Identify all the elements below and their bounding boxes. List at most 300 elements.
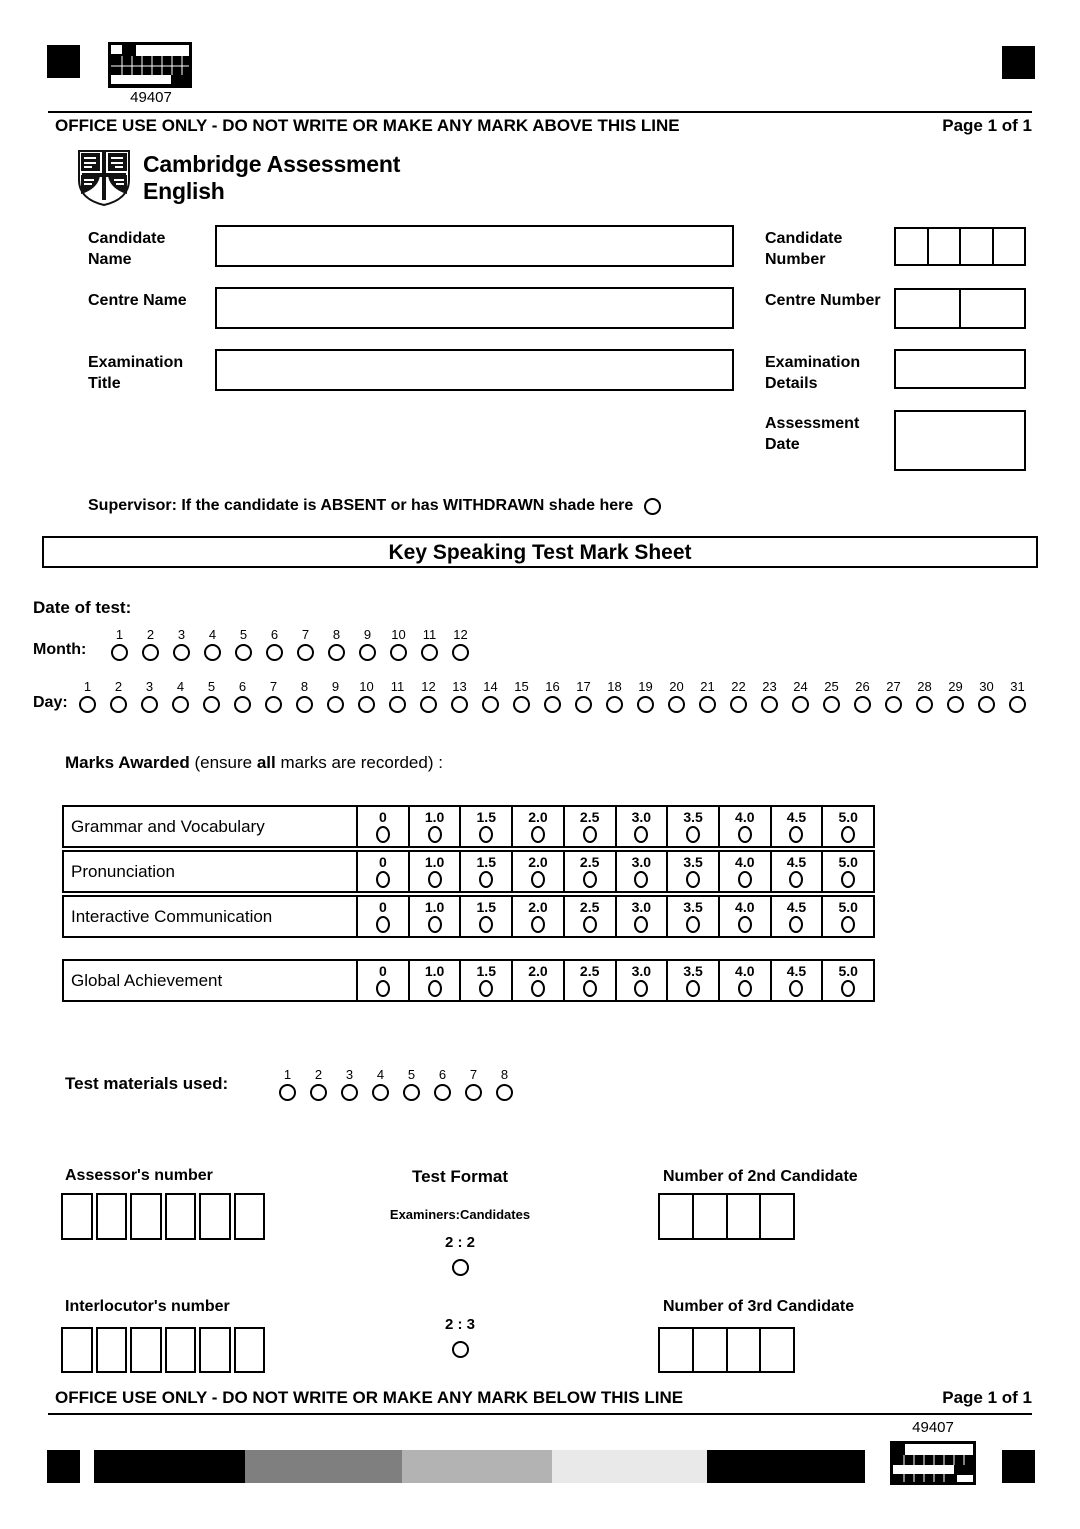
day-number: 4 bbox=[176, 679, 185, 694]
day-bubble[interactable] bbox=[234, 696, 251, 713]
mark-option[interactable] bbox=[615, 807, 667, 846]
month-bubble[interactable] bbox=[111, 644, 128, 661]
day-bubble[interactable] bbox=[544, 696, 561, 713]
interlocutor-number-field[interactable] bbox=[61, 1327, 265, 1373]
test-format-section bbox=[380, 1167, 540, 1276]
material-bubble[interactable] bbox=[434, 1084, 451, 1101]
assessment-date-field[interactable] bbox=[894, 410, 1026, 471]
mark-bubble[interactable] bbox=[376, 916, 390, 933]
mark-option[interactable] bbox=[358, 807, 408, 846]
mark-bubble[interactable] bbox=[479, 980, 493, 997]
day-option[interactable] bbox=[847, 680, 878, 713]
marks-heading-main: Marks Awarded bbox=[65, 753, 190, 772]
mark-value: 4.0 bbox=[735, 854, 755, 870]
day-option[interactable] bbox=[785, 680, 816, 713]
table-row bbox=[62, 959, 875, 1002]
candidate-number-field[interactable] bbox=[894, 227, 1026, 266]
mark-value: 1.5 bbox=[476, 809, 496, 825]
mark-option[interactable] bbox=[718, 852, 770, 891]
table-row bbox=[62, 850, 875, 893]
mark-option[interactable] bbox=[408, 852, 460, 891]
day-option[interactable] bbox=[692, 680, 723, 713]
calibration-segment bbox=[94, 1450, 245, 1483]
day-option[interactable] bbox=[816, 680, 847, 713]
month-option[interactable] bbox=[197, 628, 228, 661]
month-bubble[interactable] bbox=[173, 644, 190, 661]
mark-options-row bbox=[358, 961, 873, 1000]
day-option[interactable] bbox=[165, 680, 196, 713]
mark-option[interactable] bbox=[511, 897, 563, 936]
mark-value: 4.5 bbox=[786, 809, 807, 825]
mark-bubble[interactable] bbox=[841, 826, 855, 843]
day-bubble[interactable] bbox=[172, 696, 189, 713]
day-number: 27 bbox=[886, 679, 901, 694]
day-number: 18 bbox=[607, 679, 622, 694]
mark-value: 0 bbox=[378, 854, 387, 870]
test-format-label: Test Format bbox=[411, 1167, 509, 1186]
supervisor-instruction bbox=[88, 497, 661, 515]
mark-bubble[interactable] bbox=[634, 826, 648, 843]
form-code-top: 49407 bbox=[130, 89, 172, 106]
test-materials-label: Test materials used: bbox=[65, 1074, 229, 1093]
day-option[interactable] bbox=[971, 680, 1002, 713]
material-option[interactable] bbox=[427, 1068, 458, 1101]
day-label: Day: bbox=[33, 694, 68, 711]
material-bubble[interactable] bbox=[279, 1084, 296, 1101]
month-bubble[interactable] bbox=[142, 644, 159, 661]
mark-bubble[interactable] bbox=[531, 871, 545, 888]
centre-number-field[interactable] bbox=[894, 288, 1026, 329]
cambridge-logo bbox=[78, 150, 400, 211]
mark-bubble[interactable] bbox=[428, 871, 442, 888]
centre-number-label: Centre Number bbox=[765, 292, 881, 309]
examination-details-field[interactable] bbox=[894, 349, 1026, 389]
month-option[interactable] bbox=[290, 628, 321, 661]
day-number: 29 bbox=[948, 679, 963, 694]
day-option[interactable] bbox=[444, 680, 475, 713]
mark-bubble[interactable] bbox=[841, 916, 855, 933]
mark-option[interactable] bbox=[408, 897, 460, 936]
mark-value: 5.0 bbox=[838, 899, 858, 915]
day-bubble[interactable] bbox=[327, 696, 344, 713]
mark-option[interactable] bbox=[459, 852, 511, 891]
skill-label-pronunciation: Pronunciation bbox=[64, 852, 358, 891]
mark-option[interactable] bbox=[408, 807, 460, 846]
day-number: 15 bbox=[514, 679, 529, 694]
mark-option[interactable] bbox=[770, 852, 822, 891]
mark-bubble[interactable] bbox=[583, 980, 597, 997]
mark-option[interactable] bbox=[459, 961, 511, 1000]
day-option[interactable] bbox=[1002, 680, 1033, 713]
day-number: 23 bbox=[762, 679, 777, 694]
day-bubble[interactable] bbox=[916, 696, 933, 713]
mark-option[interactable] bbox=[666, 961, 718, 1000]
month-number: 7 bbox=[301, 627, 310, 642]
day-bubble[interactable] bbox=[575, 696, 592, 713]
day-bubble[interactable] bbox=[513, 696, 530, 713]
calibration-segment bbox=[707, 1450, 865, 1483]
mark-option[interactable] bbox=[821, 807, 873, 846]
third-candidate-field[interactable] bbox=[658, 1327, 795, 1373]
day-number: 1 bbox=[83, 679, 92, 694]
format-2-3-section bbox=[380, 1316, 540, 1358]
mark-option[interactable] bbox=[615, 961, 667, 1000]
material-option[interactable] bbox=[489, 1068, 520, 1101]
mark-bubble[interactable] bbox=[634, 916, 648, 933]
month-option[interactable] bbox=[259, 628, 290, 661]
day-bubble[interactable] bbox=[482, 696, 499, 713]
material-option[interactable] bbox=[365, 1068, 396, 1101]
day-bubble[interactable] bbox=[141, 696, 158, 713]
marks-awarded-heading bbox=[65, 753, 443, 773]
month-option[interactable] bbox=[414, 628, 445, 661]
mark-bubble[interactable] bbox=[686, 916, 700, 933]
mark-bubble[interactable] bbox=[789, 980, 803, 997]
second-candidate-field[interactable] bbox=[658, 1193, 795, 1240]
mark-bubble[interactable] bbox=[789, 826, 803, 843]
mark-bubble[interactable] bbox=[841, 980, 855, 997]
month-options bbox=[104, 628, 476, 661]
mark-value: 2.5 bbox=[579, 809, 600, 825]
material-number: 6 bbox=[438, 1067, 447, 1082]
mark-bubble[interactable] bbox=[531, 980, 545, 997]
day-number: 19 bbox=[638, 679, 653, 694]
mark-option[interactable] bbox=[718, 897, 770, 936]
mark-value: 3.5 bbox=[683, 854, 703, 870]
month-bubble[interactable] bbox=[297, 644, 314, 661]
mark-option[interactable] bbox=[718, 807, 770, 846]
mark-option[interactable] bbox=[563, 897, 615, 936]
registration-mark-top-right bbox=[1002, 46, 1035, 79]
mark-bubble[interactable] bbox=[479, 826, 493, 843]
month-option[interactable] bbox=[445, 628, 476, 661]
day-bubble[interactable] bbox=[79, 696, 96, 713]
day-bubble[interactable] bbox=[854, 696, 871, 713]
material-number: 7 bbox=[469, 1067, 478, 1082]
month-number: 8 bbox=[332, 627, 341, 642]
mark-bubble[interactable] bbox=[479, 916, 493, 933]
mark-bubble[interactable] bbox=[686, 980, 700, 997]
material-option[interactable] bbox=[396, 1068, 427, 1101]
format-2-2-label: 2 : 2 bbox=[444, 1234, 475, 1251]
mark-value: 3.5 bbox=[683, 899, 703, 915]
day-option[interactable] bbox=[289, 680, 320, 713]
mark-bubble[interactable] bbox=[634, 980, 648, 997]
material-bubble[interactable] bbox=[465, 1084, 482, 1101]
day-bubble[interactable] bbox=[792, 696, 809, 713]
day-bubble[interactable] bbox=[451, 696, 468, 713]
mark-option[interactable] bbox=[511, 961, 563, 1000]
day-number: 14 bbox=[483, 679, 498, 694]
day-bubble[interactable] bbox=[947, 696, 964, 713]
marks-table bbox=[62, 805, 875, 938]
registration-mark-bottom-right bbox=[1002, 1450, 1035, 1483]
day-bubble[interactable] bbox=[358, 696, 375, 713]
mark-bubble[interactable] bbox=[634, 871, 648, 888]
mark-value: 5.0 bbox=[838, 963, 858, 979]
day-bubble[interactable] bbox=[110, 696, 127, 713]
day-option[interactable] bbox=[475, 680, 506, 713]
day-option[interactable] bbox=[351, 680, 382, 713]
mark-bubble[interactable] bbox=[583, 826, 597, 843]
mark-value: 1.5 bbox=[476, 963, 496, 979]
mark-bubble[interactable] bbox=[841, 871, 855, 888]
mark-value: 3.0 bbox=[631, 963, 652, 979]
mark-bubble[interactable] bbox=[428, 826, 442, 843]
day-option[interactable] bbox=[320, 680, 351, 713]
day-option[interactable] bbox=[258, 680, 289, 713]
day-option[interactable] bbox=[382, 680, 413, 713]
mark-option[interactable] bbox=[358, 961, 408, 1000]
logo-line2: English bbox=[143, 178, 225, 204]
mark-bubble[interactable] bbox=[686, 871, 700, 888]
day-option[interactable] bbox=[909, 680, 940, 713]
day-bubble[interactable] bbox=[265, 696, 282, 713]
day-option[interactable] bbox=[134, 680, 165, 713]
day-number: 7 bbox=[269, 679, 278, 694]
table-row bbox=[62, 805, 875, 848]
mark-bubble[interactable] bbox=[376, 980, 390, 997]
material-option[interactable] bbox=[272, 1068, 303, 1101]
day-number: 30 bbox=[979, 679, 994, 694]
mark-option[interactable] bbox=[511, 852, 563, 891]
month-bubble[interactable] bbox=[359, 644, 376, 661]
day-number: 24 bbox=[793, 679, 808, 694]
barcode-top bbox=[108, 42, 192, 93]
mark-value: 3.0 bbox=[631, 809, 652, 825]
day-option[interactable] bbox=[754, 680, 785, 713]
mark-value: 1.5 bbox=[476, 854, 496, 870]
day-option[interactable] bbox=[72, 680, 103, 713]
mark-bubble[interactable] bbox=[376, 826, 390, 843]
day-option[interactable] bbox=[196, 680, 227, 713]
mark-value: 1.0 bbox=[424, 809, 445, 825]
mark-bubble[interactable] bbox=[789, 871, 803, 888]
month-number: 12 bbox=[453, 627, 468, 642]
day-option[interactable] bbox=[537, 680, 568, 713]
mark-value: 1.0 bbox=[424, 854, 445, 870]
mark-bubble[interactable] bbox=[686, 826, 700, 843]
mark-option[interactable] bbox=[770, 897, 822, 936]
registration-mark-bottom-left bbox=[47, 1450, 80, 1483]
mark-option[interactable] bbox=[666, 897, 718, 936]
mark-bubble[interactable] bbox=[738, 826, 752, 843]
day-options bbox=[72, 680, 1033, 713]
assessor-number-label: Assessor's number bbox=[65, 1167, 213, 1184]
office-use-bottom-text: OFFICE USE ONLY - DO NOT WRITE OR MAKE ANY MARK BELOW THIS LINE bbox=[55, 1388, 684, 1407]
mark-option[interactable] bbox=[666, 852, 718, 891]
material-number: 3 bbox=[345, 1067, 354, 1082]
mark-option[interactable] bbox=[821, 852, 873, 891]
mark-value: 5.0 bbox=[838, 854, 858, 870]
absent-withdrawn-bubble[interactable] bbox=[644, 498, 661, 515]
office-use-footer bbox=[48, 1388, 1032, 1415]
date-of-test-heading: Date of test: bbox=[33, 598, 132, 617]
day-bubble[interactable] bbox=[637, 696, 654, 713]
mark-option[interactable] bbox=[511, 807, 563, 846]
examination-title-field[interactable] bbox=[215, 349, 734, 391]
mark-value: 3.5 bbox=[683, 809, 703, 825]
day-bubble[interactable] bbox=[420, 696, 437, 713]
mark-value: 2.0 bbox=[528, 963, 548, 979]
mark-bubble[interactable] bbox=[428, 980, 442, 997]
mark-options-row bbox=[358, 897, 873, 936]
mark-option[interactable] bbox=[718, 961, 770, 1000]
month-number: 11 bbox=[422, 627, 437, 642]
centre-name-field[interactable] bbox=[215, 287, 734, 329]
material-bubble[interactable] bbox=[496, 1084, 513, 1101]
mark-value: 4.5 bbox=[786, 899, 807, 915]
month-option[interactable] bbox=[104, 628, 135, 661]
office-use-header bbox=[48, 111, 1032, 136]
material-number: 5 bbox=[407, 1067, 416, 1082]
material-number: 1 bbox=[283, 1067, 292, 1082]
mark-option[interactable] bbox=[459, 807, 511, 846]
day-option[interactable] bbox=[413, 680, 444, 713]
mark-option[interactable] bbox=[563, 807, 615, 846]
day-bubble[interactable] bbox=[699, 696, 716, 713]
day-option[interactable] bbox=[103, 680, 134, 713]
day-number: 6 bbox=[238, 679, 247, 694]
mark-value: 4.0 bbox=[735, 963, 755, 979]
office-use-top-text: OFFICE USE ONLY - DO NOT WRITE OR MAKE ANY MARK ABOVE THIS LINE bbox=[55, 116, 680, 135]
mark-option[interactable] bbox=[821, 897, 873, 936]
month-option[interactable] bbox=[228, 628, 259, 661]
day-option[interactable] bbox=[227, 680, 258, 713]
day-bubble[interactable] bbox=[1009, 696, 1026, 713]
month-bubble[interactable] bbox=[421, 644, 438, 661]
material-option[interactable] bbox=[334, 1068, 365, 1101]
day-bubble[interactable] bbox=[296, 696, 313, 713]
day-option[interactable] bbox=[661, 680, 692, 713]
mark-bubble[interactable] bbox=[479, 871, 493, 888]
mark-option[interactable] bbox=[770, 807, 822, 846]
mark-option[interactable] bbox=[770, 961, 822, 1000]
mark-bubble[interactable] bbox=[531, 826, 545, 843]
mark-option[interactable] bbox=[459, 897, 511, 936]
material-bubble[interactable] bbox=[372, 1084, 389, 1101]
material-number: 8 bbox=[500, 1067, 509, 1082]
barcode-bottom bbox=[890, 1441, 976, 1490]
grayscale-calibration-bar bbox=[94, 1450, 865, 1483]
mark-value: 0 bbox=[378, 963, 387, 979]
skill-label-grammar-vocabulary: Grammar and Vocabulary bbox=[64, 807, 358, 846]
day-bubble[interactable] bbox=[389, 696, 406, 713]
day-option[interactable] bbox=[940, 680, 971, 713]
material-bubble[interactable] bbox=[403, 1084, 420, 1101]
mark-option[interactable] bbox=[358, 897, 408, 936]
month-option[interactable] bbox=[321, 628, 352, 661]
mark-option[interactable] bbox=[563, 961, 615, 1000]
mark-bubble[interactable] bbox=[376, 871, 390, 888]
mark-bubble[interactable] bbox=[789, 916, 803, 933]
day-number: 5 bbox=[207, 679, 216, 694]
material-option[interactable] bbox=[458, 1068, 489, 1101]
mark-bubble[interactable] bbox=[738, 916, 752, 933]
material-number: 2 bbox=[314, 1067, 323, 1082]
marks-heading-emph: all bbox=[256, 753, 276, 772]
month-option[interactable] bbox=[166, 628, 197, 661]
format-2-2-bubble[interactable] bbox=[452, 1259, 469, 1276]
mark-bubble[interactable] bbox=[531, 916, 545, 933]
mark-option[interactable] bbox=[666, 807, 718, 846]
mark-bubble[interactable] bbox=[738, 871, 752, 888]
month-option[interactable] bbox=[135, 628, 166, 661]
candidate-number-label: Candidate Number bbox=[765, 230, 843, 268]
supervisor-text: Supervisor: If the candidate is ABSENT or has WITHDRAWN shade here bbox=[88, 497, 634, 514]
mark-option[interactable] bbox=[821, 961, 873, 1000]
material-number: 4 bbox=[376, 1067, 385, 1082]
material-option[interactable] bbox=[303, 1068, 334, 1101]
day-bubble[interactable] bbox=[606, 696, 623, 713]
month-bubble[interactable] bbox=[266, 644, 283, 661]
month-bubble[interactable] bbox=[390, 644, 407, 661]
day-number: 9 bbox=[331, 679, 340, 694]
month-option[interactable] bbox=[352, 628, 383, 661]
month-bubble[interactable] bbox=[452, 644, 469, 661]
mark-value: 2.0 bbox=[528, 809, 548, 825]
month-number: 1 bbox=[115, 627, 124, 642]
month-bubble[interactable] bbox=[204, 644, 221, 661]
day-number: 31 bbox=[1010, 679, 1025, 694]
global-achievement-table bbox=[62, 959, 875, 1002]
candidate-name-field[interactable] bbox=[215, 225, 734, 267]
month-number: 2 bbox=[146, 627, 155, 642]
day-bubble[interactable] bbox=[203, 696, 220, 713]
material-bubble[interactable] bbox=[341, 1084, 358, 1101]
mark-option[interactable] bbox=[358, 852, 408, 891]
mark-value: 2.0 bbox=[528, 854, 548, 870]
day-option[interactable] bbox=[723, 680, 754, 713]
material-bubble[interactable] bbox=[310, 1084, 327, 1101]
mark-value: 4.5 bbox=[786, 963, 807, 979]
mark-bubble[interactable] bbox=[738, 980, 752, 997]
day-bubble[interactable] bbox=[823, 696, 840, 713]
day-bubble[interactable] bbox=[730, 696, 747, 713]
mark-value: 1.5 bbox=[476, 899, 496, 915]
mark-option[interactable] bbox=[563, 852, 615, 891]
day-bubble[interactable] bbox=[761, 696, 778, 713]
mark-value: 2.5 bbox=[579, 963, 600, 979]
mark-bubble[interactable] bbox=[428, 916, 442, 933]
month-option[interactable] bbox=[383, 628, 414, 661]
day-option[interactable] bbox=[878, 680, 909, 713]
day-number: 2 bbox=[114, 679, 123, 694]
day-bubble[interactable] bbox=[668, 696, 685, 713]
day-option[interactable] bbox=[506, 680, 537, 713]
month-bubble[interactable] bbox=[235, 644, 252, 661]
logo-line1: Cambridge Assessment bbox=[143, 151, 401, 177]
day-option[interactable] bbox=[599, 680, 630, 713]
format-2-3-bubble[interactable] bbox=[452, 1341, 469, 1358]
mark-option[interactable] bbox=[615, 897, 667, 936]
mark-option[interactable] bbox=[408, 961, 460, 1000]
mark-value: 3.5 bbox=[683, 963, 703, 979]
mark-bubble[interactable] bbox=[583, 871, 597, 888]
month-number: 6 bbox=[270, 627, 279, 642]
mark-value: 1.0 bbox=[424, 963, 445, 979]
day-bubble[interactable] bbox=[978, 696, 995, 713]
day-option[interactable] bbox=[568, 680, 599, 713]
mark-bubble[interactable] bbox=[583, 916, 597, 933]
day-option[interactable] bbox=[630, 680, 661, 713]
day-number: 10 bbox=[359, 679, 374, 694]
day-bubble[interactable] bbox=[885, 696, 902, 713]
month-bubble[interactable] bbox=[328, 644, 345, 661]
day-number: 17 bbox=[576, 679, 591, 694]
assessor-number-field[interactable] bbox=[61, 1193, 265, 1240]
mark-option[interactable] bbox=[615, 852, 667, 891]
